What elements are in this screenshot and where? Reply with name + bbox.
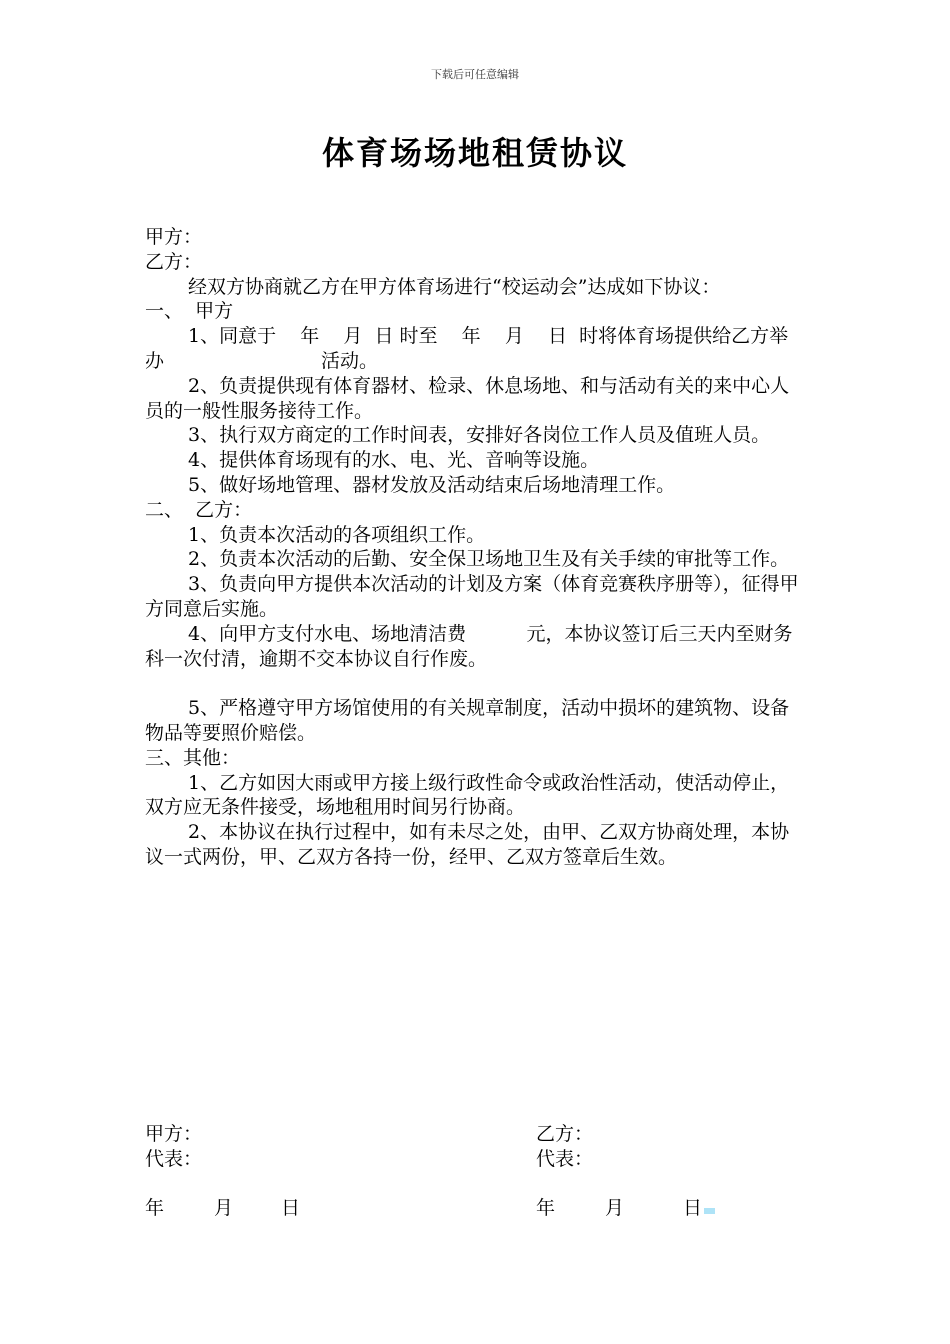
party-b-label: 乙方： xyxy=(145,250,203,273)
section1-item2: 2、负责提供现有体育器材、检录、休息场地、和与活动有关的来中心人员的一般性服务接待工作。 xyxy=(145,374,790,422)
section2-item1: 1、负责本次活动的各项组织工作。 xyxy=(188,523,486,546)
date-left-month: 月 xyxy=(214,1197,234,1219)
date-right-month: 月 xyxy=(605,1197,625,1219)
signature-right xyxy=(536,1122,593,1172)
section3-heading: 三、其他： xyxy=(145,746,241,769)
signature-right-party: 乙方： xyxy=(536,1123,594,1145)
section2-item2: 2、负责本次活动的后勤、安全保卫场地卫生及有关手续的审批等工作。 xyxy=(188,548,790,571)
agreement-body xyxy=(145,225,805,870)
date-right-year: 年 xyxy=(536,1197,556,1219)
signature-right-rep: 代表： xyxy=(536,1147,594,1170)
date-right xyxy=(536,1196,715,1221)
header-note: 下载后可任意编辑 xyxy=(431,68,519,81)
section2-item4: 4、向甲方支付水电、场地清洁费 元，本协议签订后三天内至财务科一次付清，逾期不交本协议自行作废。 xyxy=(145,622,793,670)
section1-item1: 1、同意于 年 月 日 时至 年 月 日 时将体育场提供给乙方举办 活动。 xyxy=(145,325,789,372)
date-right-day: 日 xyxy=(683,1197,703,1219)
blank-line xyxy=(145,671,805,696)
section1-item5: 5、做好场地管理、器材发放及活动结束后场地清理工作。 xyxy=(188,473,676,496)
section2-heading: 二、 乙方： xyxy=(145,498,253,521)
party-a-label: 甲方： xyxy=(145,226,203,248)
section1-heading: 一、 甲方 xyxy=(145,300,234,323)
section1-item4: 4、提供体育场现有的水、电、光、音响等设施。 xyxy=(188,449,600,472)
document-title: 体育场场地租赁协议 xyxy=(321,134,628,172)
date-left xyxy=(145,1196,300,1221)
section2-item5: 5、严格遵守甲方场馆使用的有关规章制度，活动中损坏的建筑物、设备物品等要照价赔偿。 xyxy=(145,697,790,744)
date-left-day: 日 xyxy=(281,1197,301,1219)
signature-left xyxy=(145,1122,202,1172)
section3-item2: 2、本协议在执行过程中，如有未尽之处，由甲、乙双方协商处理，本协议一式两份，甲、乙双方各持一份，经甲、乙双方签章后生效。 xyxy=(145,821,790,868)
date-left-year: 年 xyxy=(145,1197,165,1219)
section1-item3: 3、执行双方商定的工作时间表，安排好各岗位工作人员及值班人员。 xyxy=(188,424,771,447)
intro-paragraph: 经双方协商就乙方在甲方体育场进行“校运动会”达成如下协议： xyxy=(188,275,721,298)
section3-item1: 1、乙方如因大雨或甲方接上级行政性命令或政治性活动，使活动停止，双方应无条件接受，场地租用时间另行协商。 xyxy=(145,771,790,819)
section2-item3: 3、负责向甲方提供本次活动的计划及方案（体育竞赛秩序册等），征得甲方同意后实施。 xyxy=(145,573,799,620)
signature-left-party: 甲方： xyxy=(145,1123,203,1145)
signature-left-rep: 代表： xyxy=(145,1147,203,1170)
cursor-mark xyxy=(704,1208,715,1214)
